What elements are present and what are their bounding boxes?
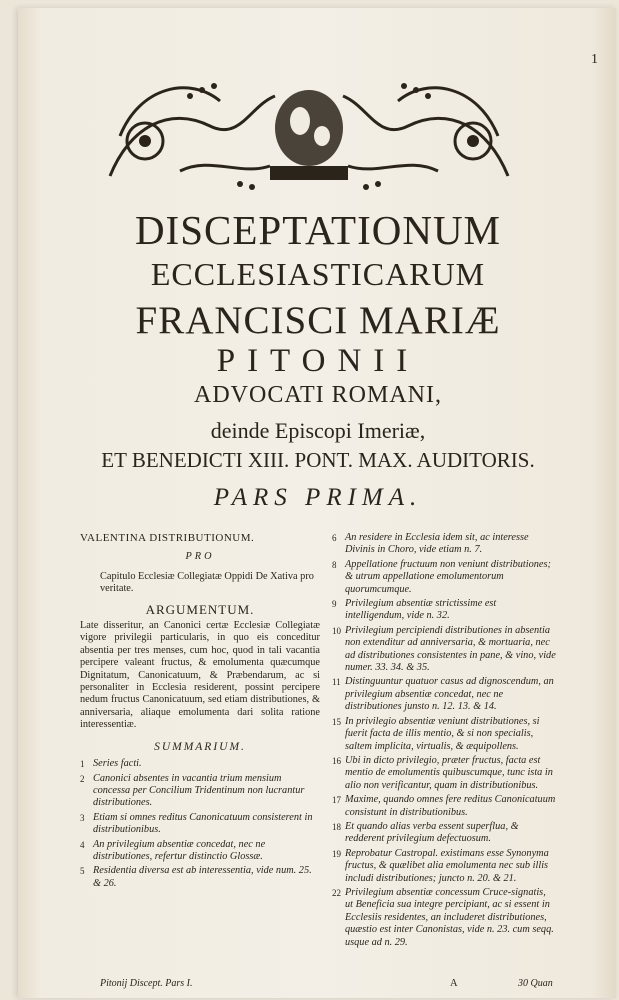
item-number: 8 [332, 559, 337, 570]
list-item [332, 794, 556, 819]
item-number: 9 [332, 599, 337, 610]
item-text: Etiam si omnes reditus Canonicatuum consisterent in distributionibus. [93, 811, 313, 836]
pro-line: PRO [185, 551, 215, 563]
item-number: 17 [332, 795, 341, 806]
item-number: 11 [332, 677, 341, 688]
section-heading: VALENTINA DISTRIBUTIONUM. [80, 532, 255, 544]
item-number: 19 [332, 848, 341, 859]
list-item [80, 773, 320, 810]
list-item [332, 559, 556, 596]
item-text: Appellatione fructuum non veniunt distributiones; & utrum appellatione emolumentorum quorumcumque. [345, 558, 551, 595]
page-number: 1 [591, 52, 598, 67]
item-text: Canonici absentes in vacantia trium mensium concessa per Concilium Tridentinum non lucrantur distributiones. [93, 772, 305, 809]
item-text: In privilegio absentiæ veniunt distributiones, si fuerit facta de illis mentio, & si non specialis, saltem implicita, virtualis, & æquipollens. [345, 715, 540, 752]
catchword: 30 Quan [518, 978, 553, 989]
item-text: Privilegium absentiæ strictissime est intelligendum, vide n. 32. [345, 598, 497, 622]
list-item [332, 676, 556, 713]
list-item [332, 821, 556, 846]
list-item [332, 716, 556, 753]
list-item [332, 848, 556, 885]
item-number: 18 [332, 821, 341, 832]
part-title: PARS PRIMA. [213, 484, 423, 511]
item-text: An residere in Ecclesia idem sit, ac interesse Divinis in Choro, vide etiam n. 7. [345, 532, 529, 556]
item-number: 5 [80, 866, 85, 877]
book-page [18, 8, 616, 998]
item-text: Ubi in dicto privilegio, præter fructus, facta est mentio de emolumentis quibuscumque, tunc ista in alio non verificantur, quam in distributionibus. [345, 754, 553, 791]
item-number: 15 [332, 716, 341, 727]
list-item [332, 755, 556, 792]
list-item [332, 532, 556, 557]
item-number: 2 [80, 773, 85, 784]
title-line-1: DISCEPTATIONUM [134, 207, 502, 253]
item-text: Series facti. [93, 758, 142, 770]
list-item [332, 625, 556, 675]
item-text: Et quando alias verba essent superflua, & redderent privilegium defectuosum. [345, 820, 519, 845]
title-line-3: FRANCISCI MARIÆ [135, 299, 501, 342]
list-item [80, 812, 320, 837]
item-number: 3 [80, 812, 85, 823]
item-text: Privilegium percipiendi distributiones in absentia non extenditur ad anniversaria, & mortuaria, nec ad distributiones consistentes in pane, & vino, vide numer. 33. 34. & 35. [345, 624, 556, 674]
item-number: 1 [80, 759, 85, 770]
item-number: 10 [332, 625, 341, 636]
footer-text: Pitonij Discept. Pars I. [100, 978, 193, 989]
item-text: An privilegium absentiæ concedat, nec ne distributiones, refertur distinctio Glossæ. [93, 838, 266, 862]
item-number: 16 [332, 755, 341, 766]
list-item [80, 865, 320, 890]
title-line-4: PITONII [216, 343, 420, 379]
title-line-2: ECCLESIASTICARUM [150, 256, 486, 292]
title-line-7: ET BENEDICTI XIII. PONT. MAX. AUDITORIS. [101, 448, 535, 472]
ornamental-headpiece-icon [90, 66, 528, 198]
title-line-5: ADVOCATI ROMANI, [194, 382, 442, 408]
list-item [332, 598, 556, 623]
item-number: 6 [332, 533, 337, 543]
item-number: 4 [80, 839, 85, 850]
signature-mark: A [450, 978, 458, 989]
left-column [80, 532, 320, 892]
argument-text: Late disseritur, an Canonici certæ Ecclesiæ Collegiatæ vigore privilegii particularis, in quo eis conceditur absentia per tres menses, cum hoc, quod in tali vacantia percipere valeant fructus, & emolumenta quæcumque Dignitatum, Canonicatuum, & Præbendarum, ac si personaliter in Ecclesia residerent, possint percipere nedum fructus Canonicatuum, sed etiam distributiones, & anniversaria, aliaque emolumenta dari solita ratione interessentiæ. [80, 620, 320, 731]
item-text: Reprobatur Castropal. existimans esse Synonyma fructus, & quælibet alia emolumenta nec sub illis includi distributiones; juncto n. 20. & 21. [345, 847, 549, 884]
list-item [80, 758, 320, 770]
chapter-line: Capitulo Ecclesiæ Collegiatæ Oppidi De Xativa pro veritate. [100, 570, 314, 595]
list-item [80, 839, 320, 864]
argument-heading: ARGUMENTUM. [145, 601, 255, 617]
item-text: Residentia diversa est ab interessentia, vide num. 25. & 26. [93, 865, 312, 889]
right-column [332, 532, 556, 951]
summary-heading: SUMMARIUM. [154, 740, 246, 753]
item-text: Privilegium absentiæ concessum Cruce-signatis, ut Beneficia sua integre percipiant, ac si essent in Ecclesiis residentes, an includeret distributiones, quæstio est inter Canonistas, vide n. 23. cum seqq. usque ad n. 29. [345, 886, 554, 948]
list-item [332, 887, 556, 949]
item-number: 22 [332, 887, 341, 898]
item-text: Maxime, quando omnes fere reditus Canonicatuum consistunt in distributionibus. [345, 794, 556, 818]
item-text: Distinguuntur quatuor casus ad dignoscendum, an privilegium absentiæ concedat, nec ne distributiones junsto n. 12. 13. & 14. [345, 676, 554, 713]
title-line-6: deinde Episcopi Imeriæ, [210, 418, 426, 443]
